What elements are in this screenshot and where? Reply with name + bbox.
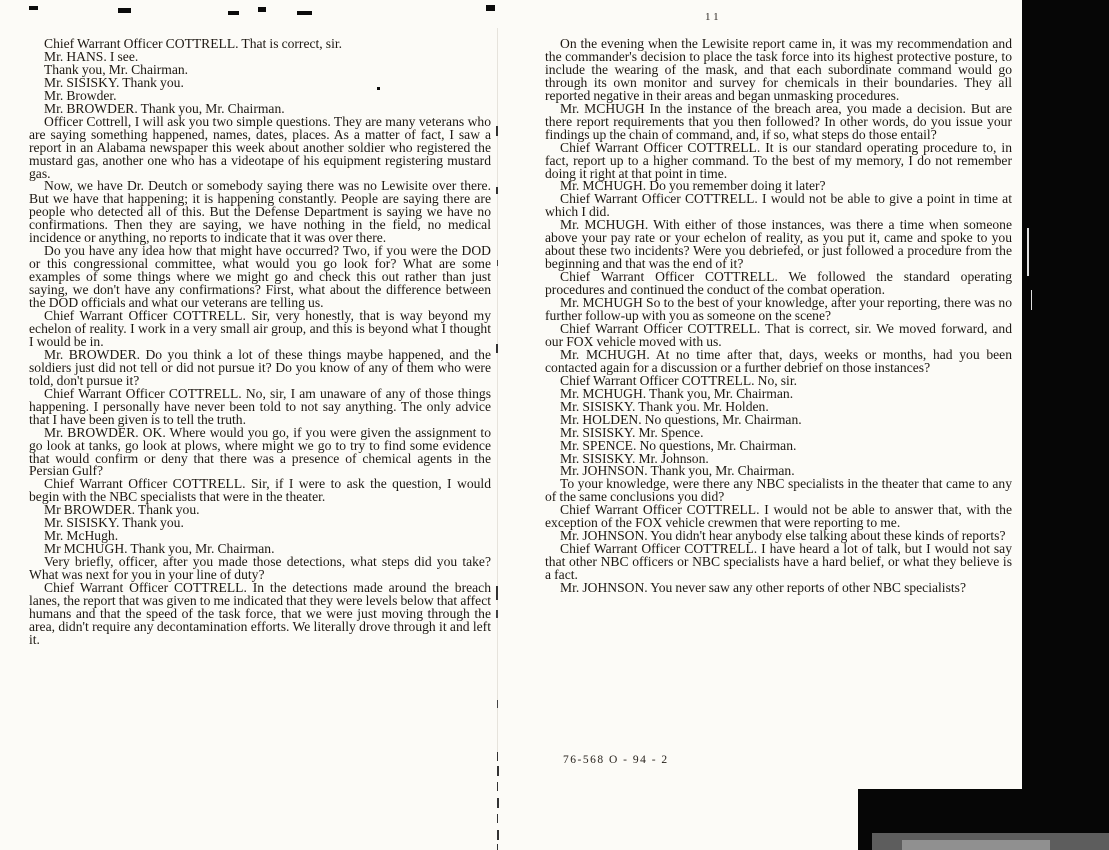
paragraph: Chief Warrant Officer COTTRELL. That is correct, sir. We moved forward, and our FOX vehicle moved with us. — [545, 320, 1012, 349]
paragraph: Mr. SISISKY. Thank you. Mr. Holden. — [560, 398, 769, 414]
paragraph: Mr. JOHNSON. Thank you, Mr. Chairman. — [560, 463, 795, 479]
paragraph: Chief Warrant Officer COTTRELL. I would not be able to answer that, with the exception of the FOX vehicle crewmen that were reporting to me. — [545, 502, 1012, 531]
paragraph: Chief Warrant Officer COTTRELL. I would not be able to give a point in time at which I did. — [545, 191, 1012, 220]
scan-artifact — [29, 6, 38, 10]
paragraph: Mr. BROWDER. Do you think a lot of these things maybe happened, and the soldiers just did not tell or did not pursue it? Do you know of any of them who were told, don't pursue it? — [29, 346, 491, 388]
paragraph: Mr. SISISKY. Mr. Spence. — [560, 424, 704, 440]
paragraph: Mr. MCHUGH. With either of those instances, was there a time when someone above your pay rate or your echelon of reality, as you put it, came and spoke to you about these two incidents? Were you debriefed, or just followed a procedure from the beginning and that was the end of it? — [545, 217, 1012, 272]
paragraph: Mr BROWDER. Thank you. — [44, 502, 200, 518]
paragraph: Mr. SISISKY. Mr. Johnson. — [560, 450, 709, 466]
paragraph: Mr. BROWDER. OK. Where would you go, if you were given the assignment to go look at tanks, go look at plows, where might we go to try to find some evidence that would confirm or deny that there was a presence of chemical agents in the Persian Gulf? — [29, 424, 491, 479]
paragraph: Mr. MCHUGH. At no time after that, days, weeks or months, had you been contacted again for a discussion or a further debrief on those instances? — [545, 346, 1012, 375]
paragraph: Mr. HOLDEN. No questions, Mr. Chairman. — [560, 411, 802, 427]
paragraph: Chief Warrant Officer COTTRELL. No, sir, I am unaware of any of those things happening. I personally have never been told to not say anything. The only advice that I have been given is to tell the truth. — [29, 385, 491, 427]
scan-artifact — [118, 8, 131, 13]
paragraph: Mr. Browder. — [44, 87, 117, 103]
scan-artifact — [228, 11, 239, 15]
paragraph: Mr. MCHUGH In the instance of the breach area, you made a decision. But are there report requirements that you then followed? In other words, do you issue your findings up the chain of command, and, if so, what steps do those entail? — [545, 100, 1012, 142]
paragraph: Mr. MCHUGH So to the best of your knowledge, after your reporting, there was no further follow-up with you as someone on the scene? — [545, 295, 1012, 324]
paragraph: Very briefly, officer, after you made those detections, what steps did you take? What was next for you in your line of duty? — [29, 554, 491, 583]
scan-artifact — [497, 798, 499, 808]
page-number: 11 — [705, 11, 722, 23]
scan-artifact — [1031, 290, 1032, 310]
scan-artifact — [497, 260, 498, 266]
paragraph: Chief Warrant Officer COTTRELL. Sir, very honestly, that is way beyond my echelon of reality. I work in a very small air group, and this is beyond what I thought I would be in. — [29, 308, 491, 349]
scan-artifact — [497, 700, 498, 708]
scan-edge-right — [1022, 0, 1109, 850]
paragraph: Mr. JOHNSON. You never saw any other reports of other NBC specialists? — [560, 580, 966, 596]
paragraph: Chief Warrant Officer COTTRELL. Sir, if I were to ask the question, I would begin with the NBC specialists that were in the theater. — [29, 476, 491, 505]
scan-artifact — [497, 814, 498, 823]
scan-artifact — [258, 7, 266, 12]
scan-artifact — [497, 766, 499, 776]
paragraph: Mr. MCHUGH. Do you remember doing it later? — [560, 178, 826, 194]
scan-artifact — [297, 11, 312, 15]
scan-artifact — [497, 782, 498, 791]
paragraph: Mr. HANS. I see. — [44, 48, 139, 64]
paragraph: To your knowledge, were there any NBC specialists in the theater that came to any of the same conclusions you did? — [545, 476, 1012, 505]
print-code: 76-568 O - 94 - 2 — [563, 754, 669, 766]
paragraph: Chief Warrant Officer COTTRELL. We followed the standard operating procedures and continued the conduct of the combat operation. — [545, 269, 1012, 298]
scan-artifact — [497, 844, 498, 850]
scan-artifact — [496, 187, 498, 194]
gutter-fold-line — [497, 28, 498, 752]
scan-artifact — [497, 830, 499, 840]
paragraph: Chief Warrant Officer COTTRELL. In the detections made around the breach lanes, the report that was given to me indicated that they were levels below that affect humans and that the speed of the task force, that we were just moving through the area, didn't require any decontamination efforts. We literally drove through it and left it. — [29, 580, 491, 647]
paragraph: Chief Warrant Officer COTTRELL. I have heard a lot of talk, but I would not say that other NBC officers or NBC specialists have a hard belief, or what they believe is a fact. — [545, 541, 1012, 583]
right-column — [545, 38, 1012, 595]
paragraph: Mr. SPENCE. No questions, Mr. Chairman. — [560, 437, 797, 453]
scan-artifact — [496, 586, 498, 600]
paragraph: Now, we have Dr. Deutch or somebody saying there was no Lewisite over there. But we have that happening; it is happening constantly. People are saying there are people who detected all of this. But the Defense Department is saying we have no confirmations. Then they are saying, we have nothing in the field, no medical incidence or anything, no reports to indicate that it was over there. — [29, 178, 491, 246]
paragraph: Mr. SISISKY. Thank you. — [44, 515, 184, 531]
paragraph: Mr. JOHNSON. You didn't hear anybody else talking about these kinds of reports? — [560, 528, 1006, 544]
paragraph: Chief Warrant Officer COTTRELL. It is our standard operating procedure to, in fact, report up to a higher command. To the best of my memory, I do not remember doing it right at that point in time. — [545, 139, 1012, 181]
paragraph: Mr. SISISKY. Thank you. — [44, 74, 184, 90]
paragraph: Mr. BROWDER. Thank you, Mr. Chairman. — [44, 100, 285, 116]
scan-artifact — [1027, 228, 1029, 276]
scan-artifact — [496, 610, 498, 618]
paragraph: Mr. MCHUGH. Thank you, Mr. Chairman. — [560, 385, 794, 401]
scan-artifact — [902, 840, 1050, 850]
paragraph: Do you have any idea how that might have occurred? Two, if you were the DOD or this congressional committee, what would you go look for? What are some examples of some things where we might go and check this out rather than just saying, we don't have any confirmations? First, what about the difference between the DOD officials and what our veterans are telling us. — [29, 243, 491, 311]
scan-artifact — [486, 5, 495, 11]
left-column — [29, 38, 491, 647]
paragraph: Chief Warrant Officer COTTRELL. That is correct, sir. — [44, 36, 343, 51]
scan-artifact — [496, 126, 498, 136]
paragraph: Mr. McHugh. — [44, 528, 119, 544]
paragraph: On the evening when the Lewisite report came in, it was my recommendation and the commander's decision to place the task force into its highest protective posture, to include the wearing of the mask, and that each subordinate command would go through its own monitor and survey for chemicals in their boundaries. They all reported negative in their areas and began unmasking procedures. — [545, 36, 1012, 103]
scan-artifact — [496, 344, 498, 353]
paragraph: Officer Cottrell, I will ask you two simple questions. They are many veterans who are saying something happened, names, dates, places. As a matter of fact, I saw a report in an Alabama newspaper this week about another soldier who registered the mustard gas, another one who has a videotape of his equipment registering mustard gas. — [29, 113, 491, 181]
scan-artifact — [497, 752, 498, 761]
paragraph: Thank you, Mr. Chairman. — [44, 61, 189, 77]
paragraph: Chief Warrant Officer COTTRELL. No, sir. — [560, 372, 798, 388]
scan-artifact — [377, 87, 380, 90]
paragraph: Mr MCHUGH. Thank you, Mr. Chairman. — [44, 541, 275, 557]
